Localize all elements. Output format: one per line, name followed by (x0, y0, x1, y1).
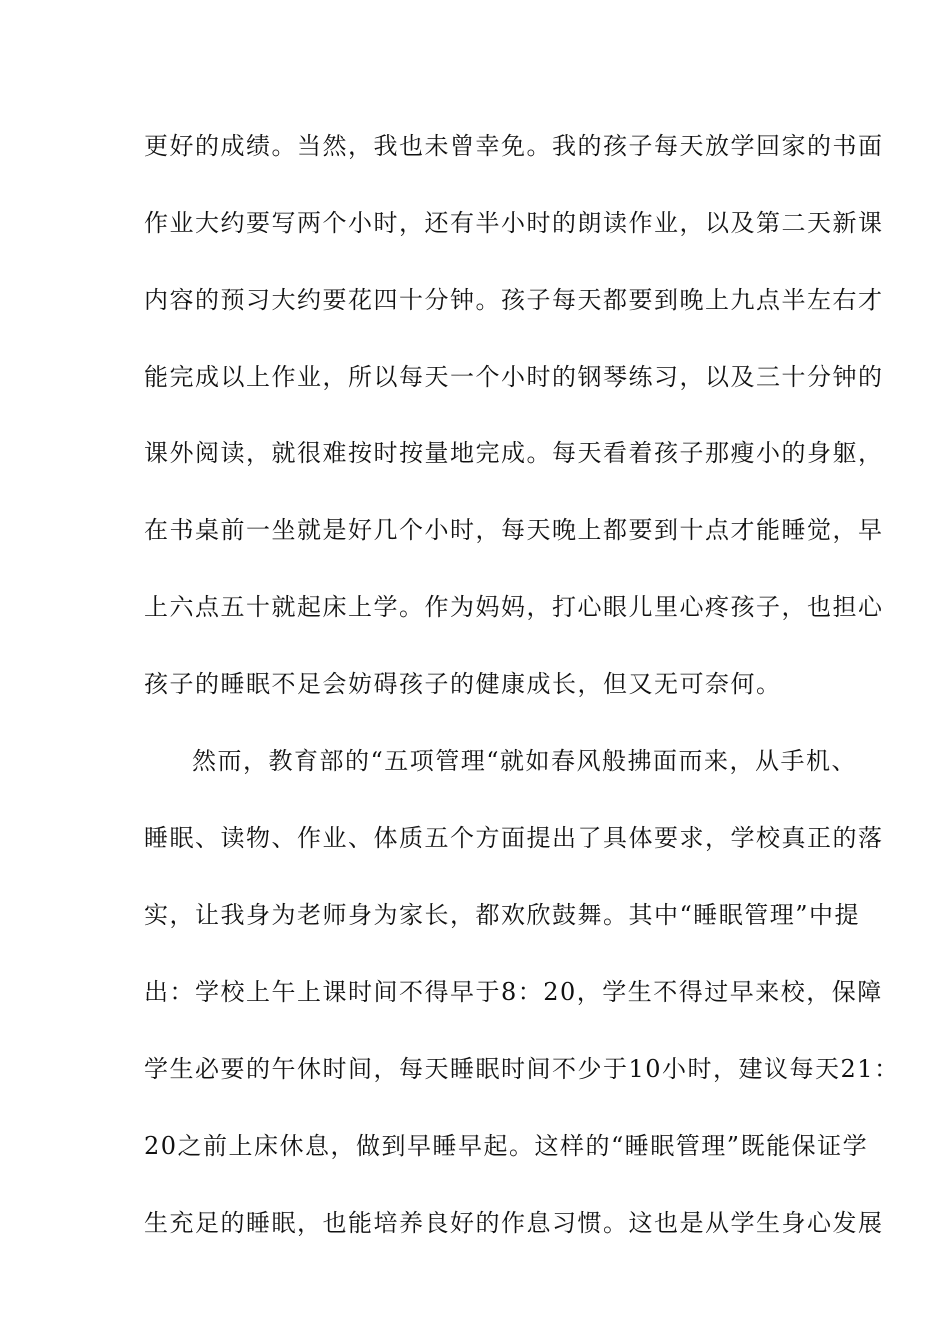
text-line: 孩子的睡眠不足会妨碍孩子的健康成长，但又无可奈何。 (144, 670, 782, 698)
text-line: 内容的预习大约要花四十分钟。孩子每天都要到晚上九点半左右才 (144, 286, 884, 314)
text-line: 在书桌前一坐就是好几个小时，每天晚上都要到十点才能睡觉，早 (144, 516, 884, 544)
text-line: 生充足的睡眠，也能培养良好的作息习惯。这也是从学生身心发展 (144, 1209, 884, 1237)
text-line: 作业大约要写两个小时，还有半小时的朗读作业，以及第二天新课 (144, 209, 884, 237)
text-line: 更好的成绩。当然，我也未曾幸免。我的孩子每天放学回家的书面 (144, 132, 884, 160)
text-line: 出：学校上午上课时间不得早于8：20，学生不得过早来校，保障 (144, 978, 883, 1006)
text-line: 睡眠、读物、作业、体质五个方面提出了具体要求，学校真正的落 (144, 824, 884, 852)
text-line: 上六点五十就起床上学。作为妈妈，打心眼儿里心疼孩子，也担心 (144, 593, 884, 621)
text-line: 能完成以上作业，所以每天一个小时的钢琴练习，以及三十分钟的 (144, 363, 884, 391)
text-line: 课外阅读，就很难按时按量地完成。每天看着孩子那瘦小的身躯， (144, 439, 884, 467)
paragraph-start-line: 然而，教育部的“五项管理“就如春风般拂面而来，从手机、 (192, 747, 858, 775)
text-line: 20之前上床休息，做到早睡早起。这样的“睡眠管理”既能保证学 (144, 1132, 869, 1160)
text-line: 实，让我身为老师身为家长，都欢欣鼓舞。其中“睡眠管理”中提 (144, 901, 861, 929)
text-line: 学生必要的午休时间，每天睡眠时间不少于10小时，建议每天21： (144, 1055, 900, 1083)
